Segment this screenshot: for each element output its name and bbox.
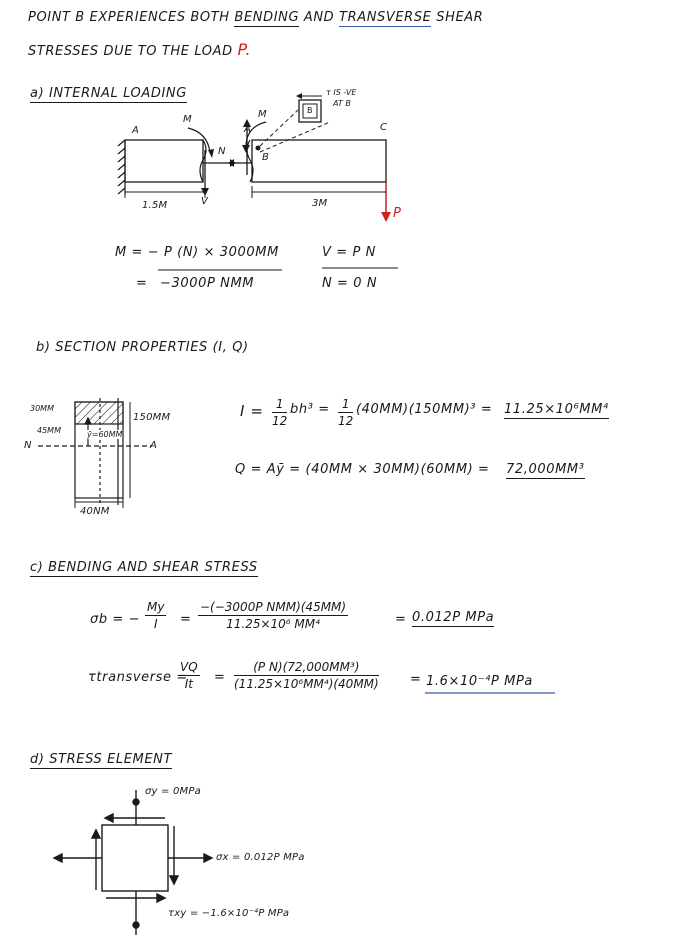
label-45mm: 45MM xyxy=(37,426,61,435)
label-150mm: 150MM xyxy=(133,412,171,423)
eq-q: Q = Aȳ = (40MM × 30MM)(60MM) = xyxy=(235,462,490,477)
transverse-word: TRANSVERSE xyxy=(339,10,432,25)
bending-word: BENDING xyxy=(234,10,300,25)
part-d-title: d) STRESS ELEMENT xyxy=(30,752,173,767)
tau-eq: = xyxy=(214,670,226,685)
tau-frac2-num: (P N)(72,000MM³) xyxy=(234,660,379,676)
eq-i-lhs: I = xyxy=(240,402,264,420)
label-b-point: B xyxy=(262,152,270,163)
label-30mm: 30MM xyxy=(30,404,54,413)
label-ybar: ȳ=60MM xyxy=(87,430,123,439)
tau-result-eq: = xyxy=(410,672,422,687)
sigma-y-label: σy = 0MPa xyxy=(145,786,201,797)
eq-q-result: 72,000MM³ xyxy=(506,462,585,477)
eq-moment-2: −3000P NMM xyxy=(160,276,255,291)
part-c-title: c) BENDING AND SHEAR STRESS xyxy=(30,560,258,575)
eq-i-frac2-den: 12 xyxy=(338,414,354,428)
eq-i-frac-den: 12 xyxy=(272,414,288,428)
label-n-axis: N xyxy=(24,440,32,451)
tau-frac-2 xyxy=(234,660,379,691)
eq-i-fraction-2 xyxy=(338,397,353,428)
sigma-frac1-den: I xyxy=(153,617,158,631)
part-a-title: a) INTERNAL LOADING xyxy=(30,86,187,101)
eq-i-values: (40MM)(150MM)³ = xyxy=(356,402,493,417)
eq-normal: N = 0 N xyxy=(322,276,378,291)
sigma-frac1-num: My xyxy=(147,600,165,614)
sigma-lhs: σb = − xyxy=(90,612,141,627)
label-dist-2: 3M xyxy=(312,198,328,209)
eq-i-frac2-num: 1 xyxy=(338,397,353,413)
eq-i-result: 11.25×10⁶MM⁴ xyxy=(504,402,609,417)
eq-shear: V = P N xyxy=(322,245,376,260)
point-b-marker xyxy=(256,146,261,151)
label-40mm: 40NM xyxy=(80,506,110,517)
label-a-axis: A xyxy=(150,440,158,451)
sigma-result: 0.012P MPa xyxy=(412,610,495,625)
tau-lhs: τtransverse = xyxy=(88,670,188,685)
eq-moment-1: M = − P (N) × 3000MM xyxy=(115,245,279,260)
eq-i-fraction xyxy=(272,397,287,428)
eq-moment-2-eq: = xyxy=(136,276,148,291)
sigma-frac-2 xyxy=(198,600,348,631)
tau-frac1-num: VQ xyxy=(180,660,198,674)
sigma-result-eq: = xyxy=(395,612,407,627)
right-beam-segment xyxy=(252,140,386,182)
label-m-left: M xyxy=(183,114,192,125)
eq-i-frac-num: 1 xyxy=(272,397,287,413)
intro-text-b: STRESSES DUE TO THE LOAD xyxy=(28,44,233,59)
sigma-frac-1 xyxy=(145,600,166,631)
fixed-wall xyxy=(118,140,125,195)
sigma-frac2-num: −(−3000P NMM)(45MM) xyxy=(200,600,347,614)
intro-text-a: POINT B EXPERIENCES BOTH xyxy=(28,10,230,25)
tau-frac-1 xyxy=(178,660,200,691)
tau-frac2-den: (11.25×10⁶MM⁴)(40MM) xyxy=(234,677,379,691)
tau-frac1-den: It xyxy=(184,677,193,691)
sigma-x-label: σx = 0.012P MPa xyxy=(216,852,305,863)
label-v-left: V xyxy=(201,196,209,207)
shear-word: SHEAR xyxy=(436,10,484,25)
label-a-left: A xyxy=(132,125,140,136)
tau-xy-label: τxy = −1.6×10⁻⁴P MPa xyxy=(168,908,290,919)
label-m-right: M xyxy=(258,109,267,120)
load-p-label: P. xyxy=(237,40,252,59)
sigma-frac2-den: 11.25×10⁶ MM⁴ xyxy=(226,617,320,631)
tau-result: 1.6×10⁻⁴P MPa xyxy=(426,674,533,689)
label-a-right: A xyxy=(244,124,252,135)
left-beam-segment xyxy=(125,140,203,182)
sigma-eq: = xyxy=(180,612,192,627)
label-c: C xyxy=(380,122,388,133)
label-b-box: B xyxy=(307,106,313,115)
label-p-load: P xyxy=(393,206,402,221)
label-dist-1: 1.5M xyxy=(142,200,168,211)
eq-i-bh3: bh³ = xyxy=(290,402,330,417)
label-n-left: N xyxy=(218,146,226,157)
part-b-title: b) SECTION PROPERTIES (I, Q) xyxy=(36,340,249,355)
label-tau-note: τ IS -VE xyxy=(326,88,357,97)
label-at-b: AT B xyxy=(333,99,351,108)
intro-text-and: AND xyxy=(303,10,335,25)
